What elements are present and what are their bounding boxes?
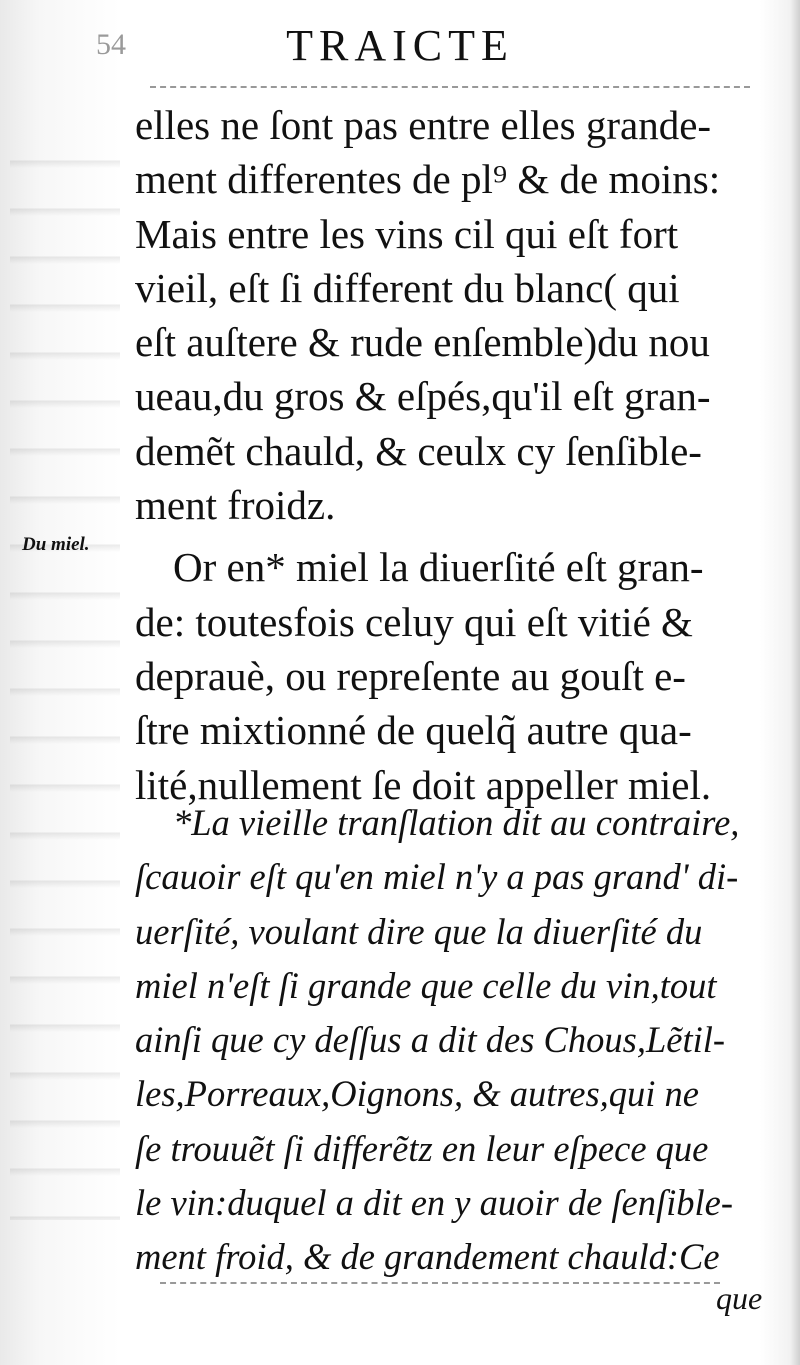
text-line: Mais entre les vins cil qui eſt fort xyxy=(135,210,679,257)
text-line: ſtre mixtionné de quelq̃ autre qua- xyxy=(135,707,692,754)
text-line: ueau,du gros & eſpés,qu'il eſt gran- xyxy=(135,373,711,420)
note-line: *La vieille tranſlation dit au contraire, xyxy=(173,802,740,843)
note-line: uerſité, voulant dire que la diuerſité du xyxy=(135,910,703,952)
note-line: ainſi que cy deſſus a dit des Chous,Lẽtil- xyxy=(135,1019,726,1061)
text-line: eſt auſtere & rude enſemble)du nou xyxy=(135,319,710,366)
note-line: ſe trouuẽt ſi differẽtz en leur eſpece que xyxy=(135,1127,709,1169)
text-line: ment differentes de pl⁹ & de moins: xyxy=(135,156,721,203)
text-line: lité,nullement ſe doit appeller miel. xyxy=(135,761,712,808)
note-line: ment froid, & de grandement chauld:Ce xyxy=(135,1236,720,1278)
running-head: TRAICTE xyxy=(286,21,514,70)
page-number: 54 xyxy=(96,28,126,61)
text-line: deprauè, ou repreſente au gouſt e- xyxy=(135,652,686,699)
note-line: les,Porreaux,Oignons, & autres,qui ne xyxy=(135,1073,700,1115)
text-line: ment froidz. xyxy=(135,482,336,529)
note-line: le vin:duquel a dit en y auoir de ſenſible- xyxy=(135,1182,734,1224)
note-line: miel n'eſt ſi grande que celle du vin,tout xyxy=(135,964,717,1006)
text-line: vieil, eſt ſi different du blanc( qui xyxy=(135,264,680,311)
show-through-bleed xyxy=(10,120,120,1220)
text-line: demẽt chauld, & ceulx cy ſenſible- xyxy=(135,427,702,474)
margin-note: Du miel. xyxy=(22,534,90,555)
main-text xyxy=(135,98,750,812)
annotation-note xyxy=(135,796,750,1285)
catchword: que xyxy=(716,1280,763,1316)
header-rule xyxy=(150,86,750,88)
footer-rule xyxy=(160,1282,720,1284)
text-line: elles ne ſont pas entre elles grande- xyxy=(135,102,712,148)
note-line: ſcauoir eſt qu'en miel n'y a pas grand' di- xyxy=(135,856,739,898)
text-line: Or en* miel la diuerſité eſt gran- xyxy=(173,544,704,591)
text-line: de: toutesfois celuy qui eſt vitié & xyxy=(135,598,693,645)
